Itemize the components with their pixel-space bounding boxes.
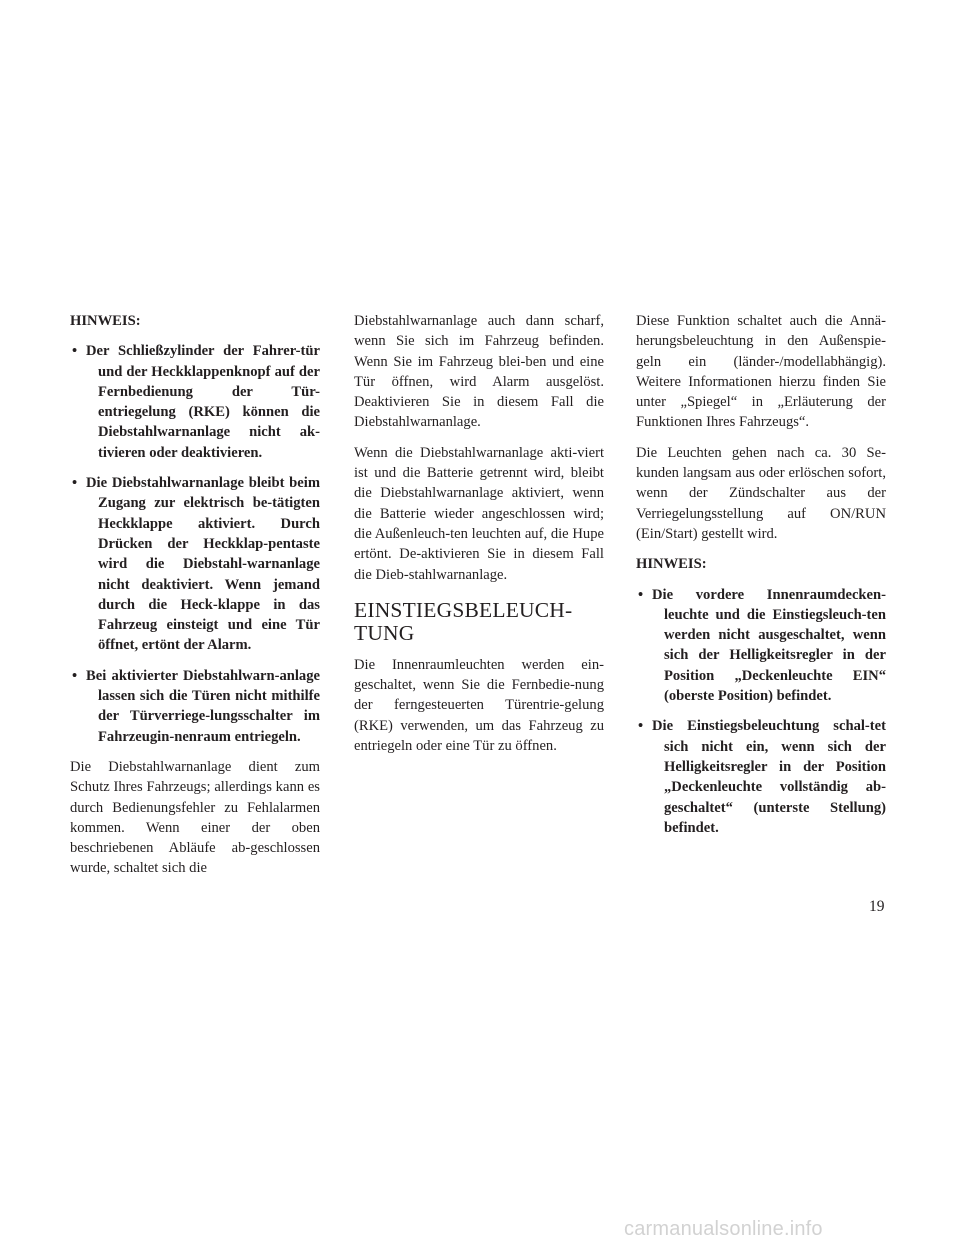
list-item: • Die vordere Innenraumdecken-leuchte und die Einstiegsleuch-ten werden nicht ausgeschaltet, wenn sich der Helligkeitsregler in der Position „Deckenleuchte EIN“ (oberste Position) befindet. xyxy=(638,586,886,705)
column-middle xyxy=(354,311,604,766)
column-left xyxy=(70,311,320,889)
list-item: • Die Einstiegsbeleuchtung schal-tet sich nicht ein, wenn sich der Helligkeitsregler in der Position „Deckenleuchte vollständig ab-geschaltet“ (unterste Stellung) befindet. xyxy=(638,718,886,836)
bullet-icon: • xyxy=(638,718,644,735)
note-bullet-list xyxy=(70,341,320,747)
body-paragraph: Wenn die Diebstahlwarnanlage akti-viert ist und die Batterie getrennt wird, bleibt die Diebstahlwarnanlage aktiviert, wenn die Batterie wieder angeschlossen wird; die Außenleuch-ten leuchten auf, die Hupe ertönt. De-aktivieren Sie in diesem Fall die Dieb-stahlwarnanlage. xyxy=(354,444,604,583)
watermark-text: carmanualsonline.info xyxy=(624,1218,823,1240)
body-paragraph: Diese Funktion schaltet auch die Annä-herungsbeleuchtung in den Außenspie-geln ein (länder-/modellabhängig). Weitere Informationen hierzu finden Sie unter „Spiegel“ in „Erläuterung der Funktionen Ihres Fahrzeugs“. xyxy=(636,313,886,431)
body-paragraph: Die Diebstahlwarnanlage dient zum Schutz Ihres Fahrzeugs; allerdings kann es durch Bedienungsfehler zu Fehlalarmen kommen. Wenn einer der oben beschriebenen Abläufe ab-geschlossen wurde, schaltet sich die xyxy=(70,758,320,877)
list-item: • Die Diebstahlwarnanlage bleibt beim Zugang zur elektrisch be-tätigten Heckklappe aktiviert. Durch Drücken der Heckklap-pentaste wird die Diebstahl-warnanlage nicht deaktiviert. Wenn jemand durch die Heck-klappe in das Fahrzeug einsteigt und eine Tür öffnet, ertönt der Alarm. xyxy=(72,475,320,654)
bullet-icon: • xyxy=(72,343,78,360)
note-label: HINWEIS: xyxy=(70,313,141,329)
bullet-icon: • xyxy=(72,475,78,492)
note-label: HINWEIS: xyxy=(636,556,707,573)
bullet-icon: • xyxy=(638,586,644,603)
section-heading: EINSTIEGSBELEUCH- TUNG xyxy=(354,597,573,645)
body-paragraph: Die Leuchten gehen nach ca. 30 Se-kunden langsam aus oder erlöschen sofort, wenn der Zündschalter aus der Verriegelungsstellung auf ON/RUN (Ein/Start) gestellt wird. xyxy=(636,444,886,542)
page-number: 19 xyxy=(869,898,885,915)
list-item: • Der Schließzylinder der Fahrer-tür und der Heckklappenknopf auf der Fernbedienung der Tür-entriegelung (RKE) können die Diebstahlwarnanlage nicht ak-tivieren oder deaktivieren. xyxy=(72,343,320,461)
bullet-icon: • xyxy=(72,667,78,684)
body-paragraph: Die Innenraumleuchten werden ein-geschaltet, wenn Sie die Fernbedie-nung der ferngesteuerten Türentrie-gelung (RKE) verwenden, um das Fahrzeug zu entriegeln oder eine Tür zu öffnen. xyxy=(354,656,604,755)
column-right xyxy=(636,311,886,848)
list-item: • Bei aktivierter Diebstahlwarn-anlage lassen sich die Türen nicht mithilfe der Türverriege-lungsschalter im Fahrzeugin-nenraum entriegeln. xyxy=(72,667,320,745)
note-bullet-list xyxy=(636,585,886,839)
body-paragraph: Diebstahlwarnanlage auch dann scharf, wenn Sie sich im Fahrzeug befinden. Wenn Sie im Fahrzeug blei-ben und eine Tür öffnen, wird Alarm ausgelöst. Deaktivieren Sie in diesem Fall die Diebstahlwarnanlage. xyxy=(354,313,604,431)
